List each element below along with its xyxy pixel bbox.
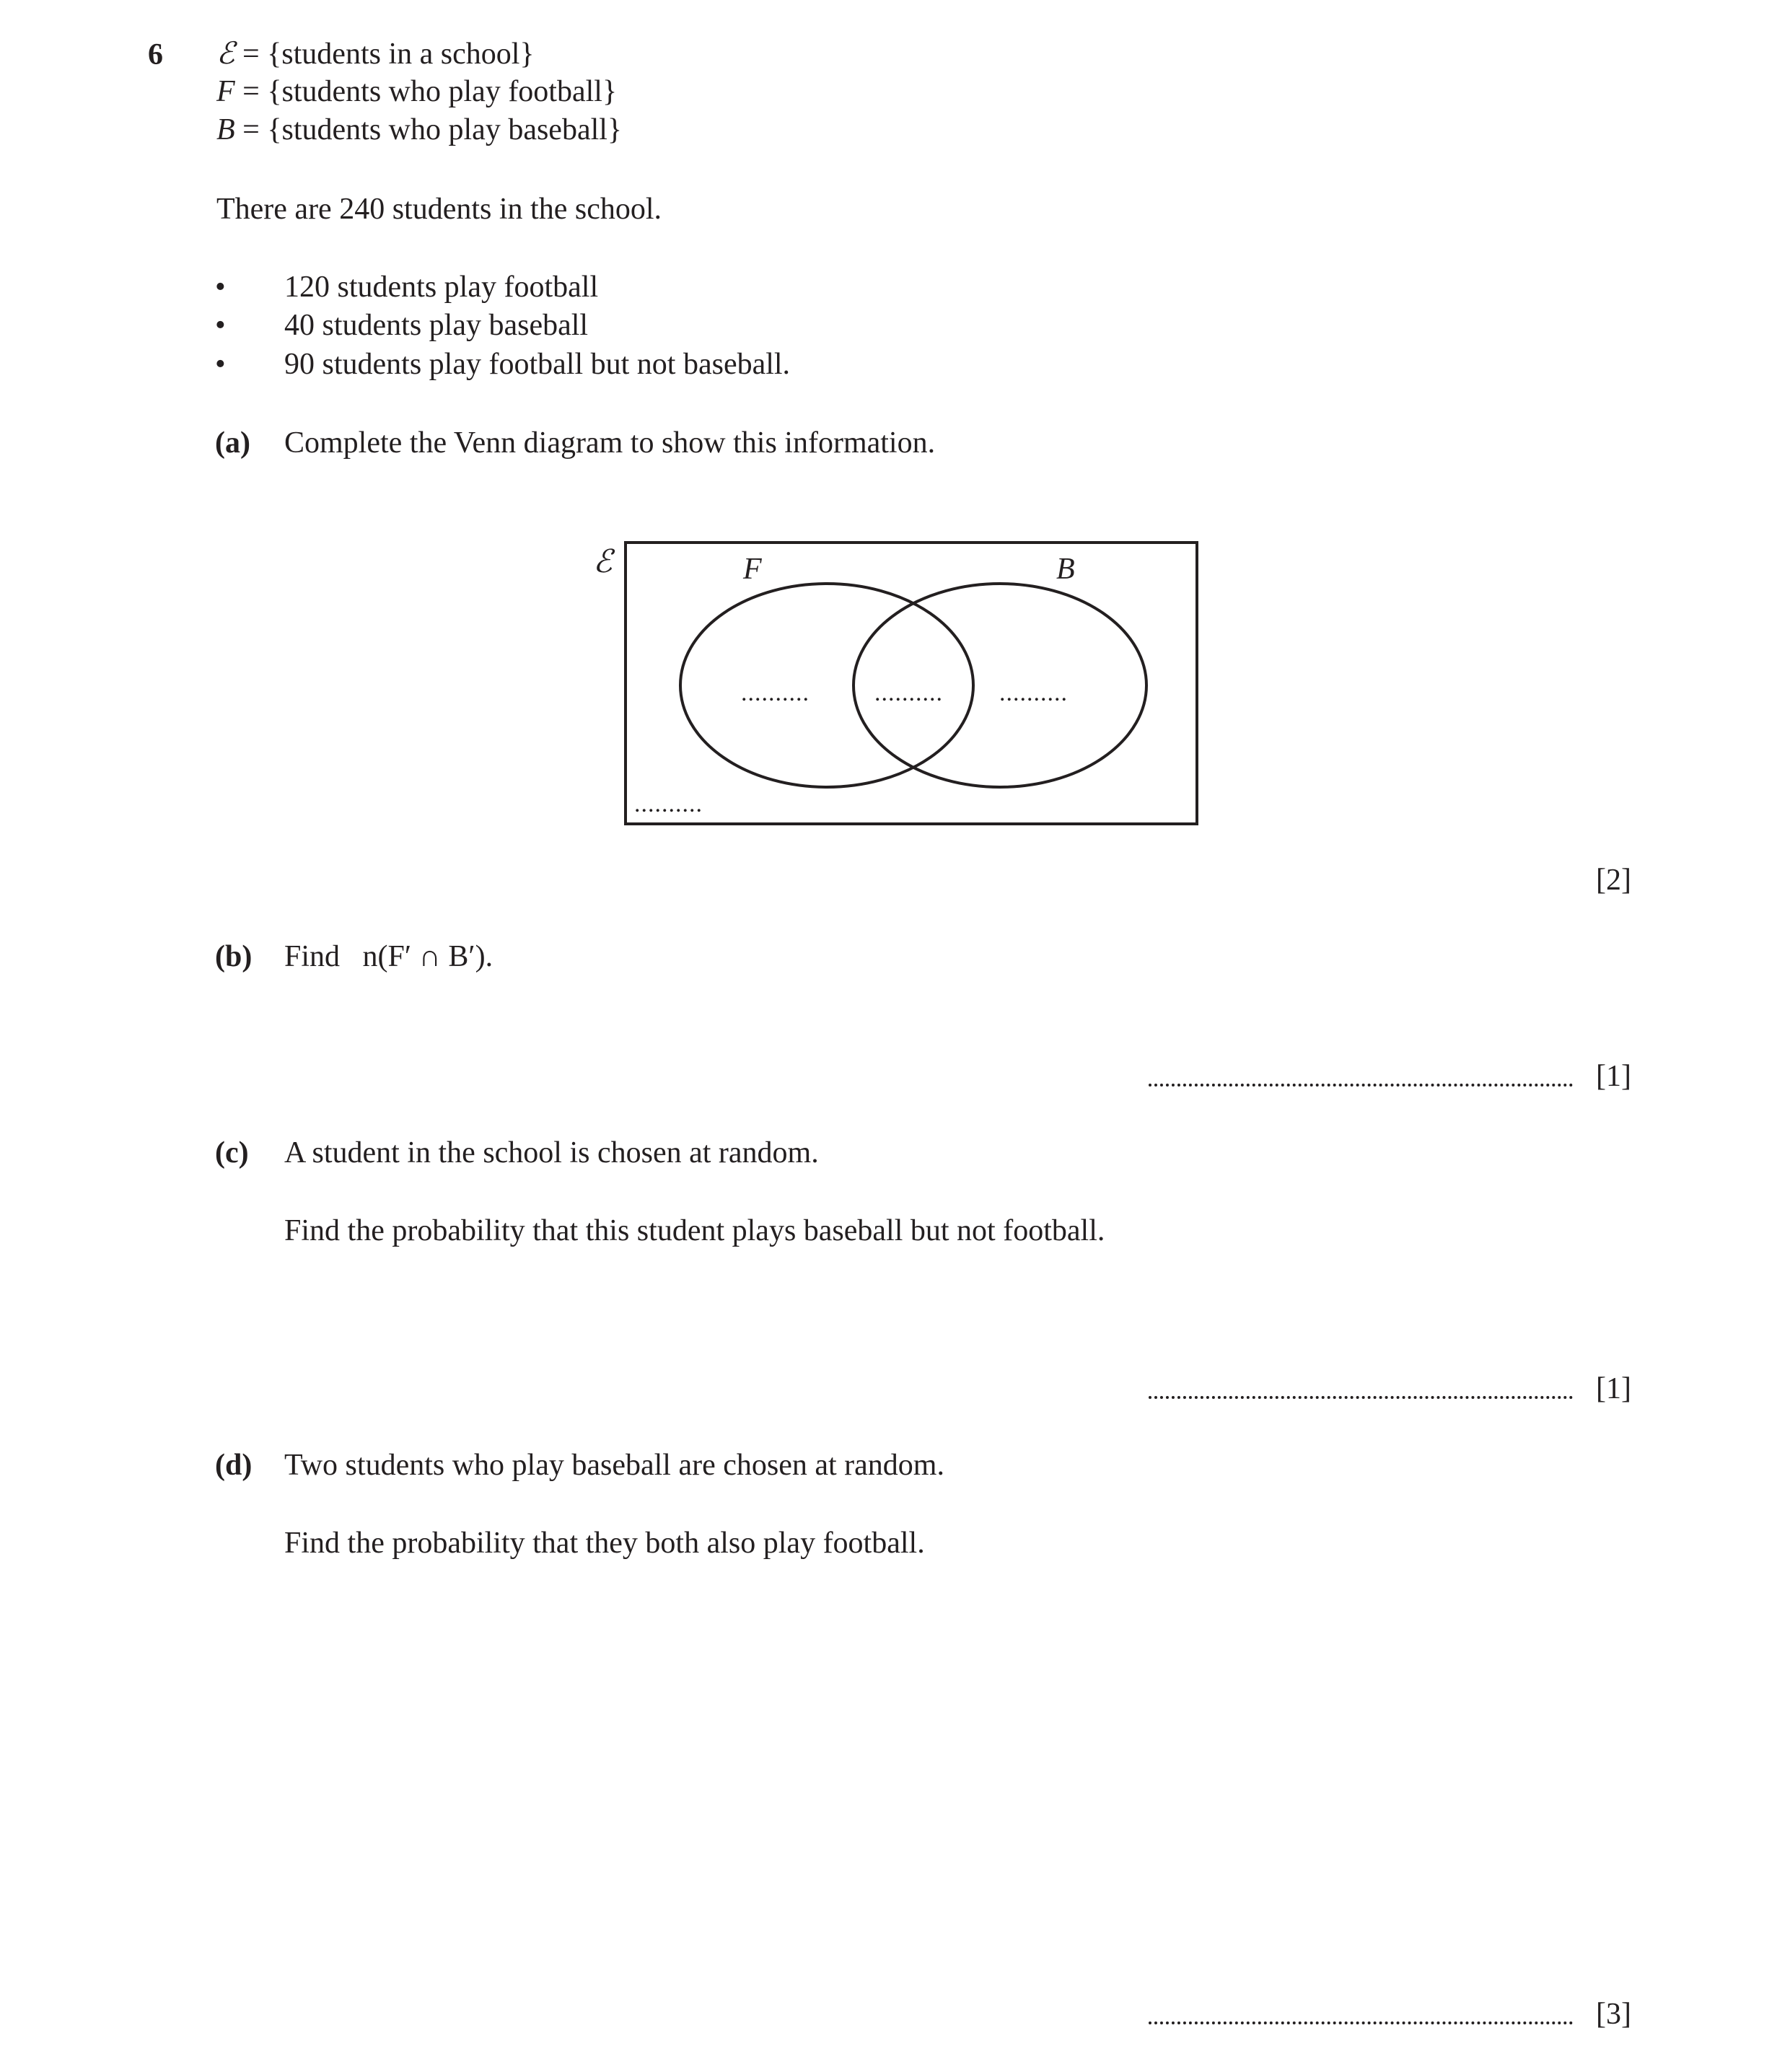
part-c-text-2: Find the probability that this student plays baseball but not football. [284, 1214, 1105, 1247]
part-c-answer-line[interactable] [1149, 1396, 1573, 1399]
venn-diagram [0, 0, 1790, 866]
bullet-item: 120 students play football [284, 271, 599, 304]
universal-symbol: ℰ [216, 35, 235, 71]
part-c-marks: [1] [1596, 1372, 1631, 1405]
venn-b-label: B [1056, 553, 1075, 586]
part-a-label: (a) [215, 426, 250, 460]
part-c-text-1: A student in the school is chosen at random. [284, 1136, 819, 1169]
part-b-marks: [1] [1596, 1060, 1631, 1093]
part-b-text: Find n(F′ ∩ B′). [284, 940, 493, 973]
question-number: 6 [148, 38, 163, 71]
definition-football-text: = {students who play football} [234, 75, 618, 108]
bullet-icon: • [215, 309, 226, 342]
part-a-text: Complete the Venn diagram to show this information. [284, 426, 936, 460]
part-d-answer-line[interactable] [1149, 2021, 1573, 2024]
part-d-label: (d) [215, 1449, 253, 1482]
venn-universal-label: ℰ [593, 543, 613, 580]
set-f-symbol: F [216, 75, 235, 108]
venn-f-only-answer[interactable]: .......... [741, 680, 810, 706]
part-b-answer-line[interactable] [1149, 1084, 1573, 1087]
venn-intersection-answer[interactable]: .......... [874, 680, 943, 706]
part-d-marks: [3] [1596, 1998, 1631, 2031]
definition-baseball-text: = {students who play baseball} [234, 113, 623, 146]
venn-f-label: F [743, 553, 762, 586]
venn-outside-answer[interactable]: .......... [634, 791, 703, 817]
venn-b-only-answer[interactable]: .......... [999, 680, 1068, 706]
bullet-icon: • [215, 271, 226, 304]
bullet-item: 40 students play baseball [284, 309, 589, 342]
part-d-text-1: Two students who play baseball are chosen at random. [284, 1449, 944, 1482]
part-c-label: (c) [215, 1136, 249, 1169]
part-a-marks: [2] [1596, 864, 1631, 897]
bullet-item: 90 students play football but not baseball. [284, 348, 791, 381]
definition-universal-text: = {students in a school} [234, 38, 535, 71]
part-d-text-2: Find the probability that they both also play football. [284, 1527, 925, 1560]
set-b-symbol: B [216, 113, 235, 146]
intro-text: There are 240 students in the school. [216, 193, 662, 226]
part-b-label: (b) [215, 940, 253, 973]
bullet-icon: • [215, 348, 226, 381]
